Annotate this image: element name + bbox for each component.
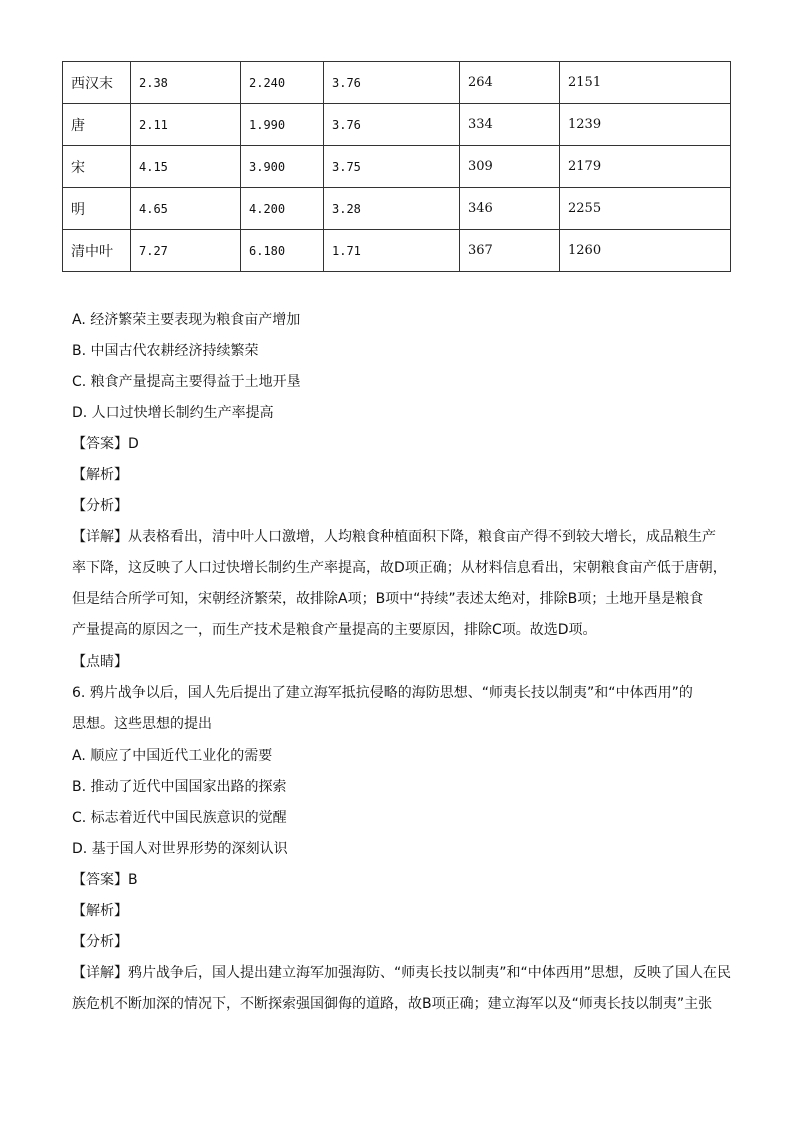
- q5-dianjing-label: 【点睛】: [72, 654, 128, 670]
- table-cell-era: 宋: [63, 146, 131, 188]
- table-cell: 4.15: [131, 146, 241, 188]
- table-cell: 2255: [560, 188, 731, 230]
- q6-option-a: A. 顺应了中国近代工业化的需要: [72, 748, 273, 764]
- table-cell: 2179: [560, 146, 731, 188]
- table-cell: 346: [460, 188, 560, 230]
- q6-option-d: D. 基于国人对世界形势的深刻认识: [72, 841, 288, 857]
- table-cell: 4.200: [241, 188, 324, 230]
- q6-stem: [72, 678, 724, 740]
- table-cell: 334: [460, 104, 560, 146]
- table-row: [63, 146, 731, 188]
- q5-option-b: B. 中国古代农耕经济持续繁荣: [72, 343, 259, 359]
- table-cell: 1239: [560, 104, 731, 146]
- q6-fenxi-label: 【分析】: [72, 934, 128, 950]
- table-cell: 3.75: [324, 146, 460, 188]
- table-cell: 2.38: [131, 62, 241, 104]
- q6-option-c: C. 标志着近代中国民族意识的觉醒: [72, 810, 287, 826]
- q5-detail-line: 率下降，这反映了人口过快增长制约生产率提高，故D项正确；从材料信息看出，宋朝粮食亩产低于唐朝，: [72, 560, 727, 576]
- table-row: [63, 188, 731, 230]
- q5-option-a: A. 经济繁荣主要表现为粮食亩产增加: [72, 312, 301, 328]
- table-cell: 2.240: [241, 62, 324, 104]
- table-cell-era: 清中叶: [63, 230, 131, 272]
- table-cell: 3.900: [241, 146, 324, 188]
- table-cell: 264: [460, 62, 560, 104]
- q6-answer: 【答案】B: [72, 872, 138, 888]
- table-cell: 6.180: [241, 230, 324, 272]
- table-cell: 7.27: [131, 230, 241, 272]
- table-cell: 1.990: [241, 104, 324, 146]
- q5-detail-line: 产量提高的原因之一，而生产技术是粮食产量提高的主要原因，排除C项。故选D项。: [72, 622, 597, 638]
- q5-detail-line: 【详解】从表格看出，清中叶人口激增，人均粮食种植面积下降，粮食亩产得不到较大增长，成品粮生产: [72, 529, 716, 545]
- data-table: [62, 61, 731, 272]
- q6-detail-line: 【详解】鸦片战争后，国人提出建立海军加强海防、“师夷长技以制夷”和“中体西用”思想，反映了国人在民: [72, 965, 732, 981]
- q6-option-b: B. 推动了近代中国国家出路的探索: [72, 779, 287, 795]
- q6-jiexi-label: 【解析】: [72, 903, 128, 919]
- q6-stem-line: 思想。这些思想的提出: [72, 716, 212, 732]
- table-cell: 2.11: [131, 104, 241, 146]
- table-row: [63, 230, 731, 272]
- q5-jiexi-label: 【解析】: [72, 467, 128, 483]
- q5-option-c: C. 粮食产量提高主要得益于土地开垦: [72, 374, 301, 390]
- table-row: [63, 62, 731, 104]
- q5-detail: [72, 522, 727, 646]
- table-cell-era: 明: [63, 188, 131, 230]
- q6-detail-line: 族危机不断加深的情况下，不断探索强国御侮的道路，故B项正确；建立海军以及“师夷长技以制夷”主张: [72, 996, 713, 1012]
- q6-detail: [72, 958, 732, 1020]
- table-cell: 3.28: [324, 188, 460, 230]
- table-cell-era: 西汉末: [63, 62, 131, 104]
- table-cell: 309: [460, 146, 560, 188]
- q5-fenxi-label: 【分析】: [72, 498, 128, 514]
- table-cell-era: 唐: [63, 104, 131, 146]
- q5-detail-line: 但是结合所学可知，宋朝经济繁荣，故排除A项；B项中“持续”表述太绝对，排除B项；土地开垦是粮食: [72, 591, 704, 607]
- q5-option-d: D. 人口过快增长制约生产率提高: [72, 405, 274, 421]
- table-cell: 1.71: [324, 230, 460, 272]
- table-cell: 367: [460, 230, 560, 272]
- table-row: [63, 104, 731, 146]
- table-cell: 4.65: [131, 188, 241, 230]
- table-cell: 1260: [560, 230, 731, 272]
- q5-answer: 【答案】D: [72, 436, 139, 452]
- q6-stem-line: 6. 鸦片战争以后，国人先后提出了建立海军抵抗侵略的海防思想、“师夷长技以制夷”和“中体西用”的: [72, 685, 693, 701]
- table-cell: 2151: [560, 62, 731, 104]
- table-cell: 3.76: [324, 62, 460, 104]
- table-cell: 3.76: [324, 104, 460, 146]
